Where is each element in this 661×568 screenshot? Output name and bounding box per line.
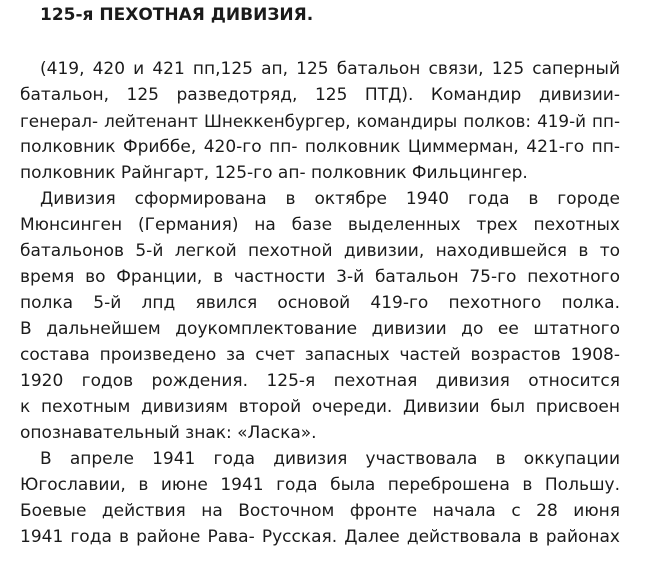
document-page [20,0,620,568]
paragraph-3-line-3: Боевые действия на Восточном фронте начала с 28 июня [20,501,620,521]
paragraph-2-line-10: опознавательный знак: «Ласка». [20,423,317,443]
paragraph-1-line-5: полковник Райнгарт, 125-го ап- полковник Фильцингер. [20,163,528,183]
paragraph-3-line-4: 1941 года в районе Рава- Русская. Далее действовала в районах [20,527,620,547]
paragraph-3-line-1: В апреле 1941 года дивизия участвовала в оккупации [40,449,620,469]
paragraph-2-line-3: батальонов 5-й легкой пехотной дивизии, находившейся в то [20,241,620,261]
section-heading: 125-я ПЕХОТНАЯ ДИВИЗИЯ. [40,5,314,25]
paragraph-2-line-6: В дальнейшем доукомплектование дивизии до ее штатного [20,319,620,339]
paragraph-2-line-9: к пехотным дивизиям второй очереди. Дивизии был присвоен [20,397,620,417]
paragraph-2-line-1: Дивизия сформирована в октябре 1940 года в городе [40,189,620,209]
paragraph-2-line-2: Мюнсинген (Германия) на базе выделенных трех пехотных [20,215,620,235]
paragraph-2-line-8: 1920 годов рождения. 125-я пехотная дивизия относится [20,371,620,391]
paragraph-3-line-2: Югославии, в июне 1941 года была переброшена в Польшу. [20,475,620,495]
paragraph-1-line-2: батальон, 125 разведотряд, 125 ПТД). Командир дивизии- [20,85,620,105]
paragraph-2-line-4: время во Франции, в частности 3-й батальон 75-го пехотного [20,267,620,287]
paragraph-1-line-4: полковник Фриббе, 420-го пп- полковник Циммерман, 421-го пп- [20,137,620,157]
paragraph-2-line-7: состава произведено за счет запасных частей возрастов 1908- [20,345,620,365]
paragraph-2-line-5: полка 5-й лпд явился основой 419-го пехотного полка. [20,293,620,313]
paragraph-1-line-3: генерал- лейтенант Шнеккенбургер, командиры полков: 419-й пп- [20,111,620,131]
paragraph-1-line-1: (419, 420 и 421 пп,125 ап, 125 батальон связи, 125 саперный [40,59,620,79]
